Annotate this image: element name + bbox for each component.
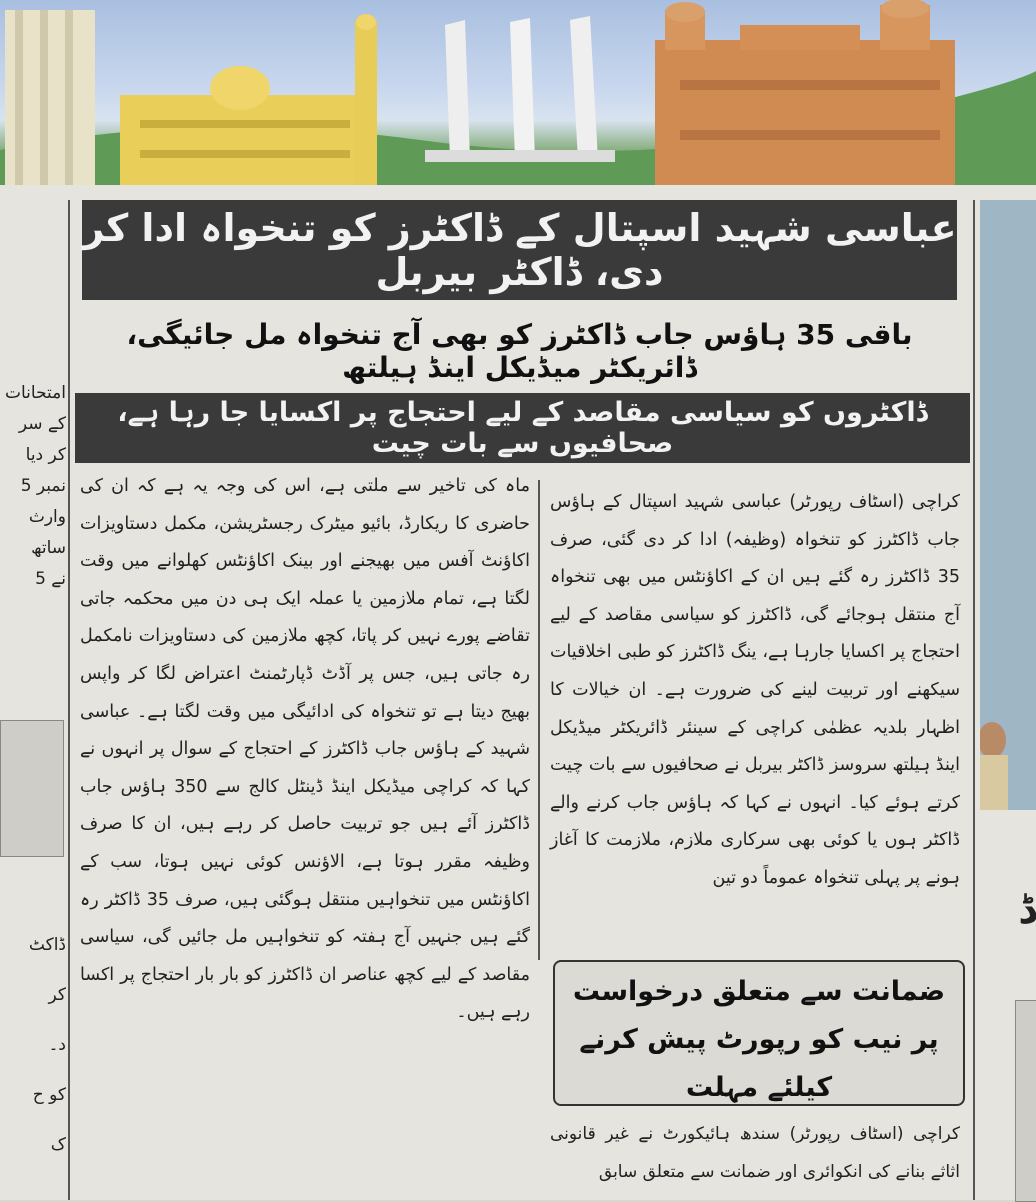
subheadline-text: باقی 35 ہاؤس جاب ڈاکٹرز کو بھی آج تنخواہ مل جائیگی، ڈائریکٹر میڈیکل اینڈ ہیلتھ <box>126 318 913 384</box>
box-story-text: کراچی (اسٹاف رپورٹر) سندھ ہائیکورٹ نے غیر قانونی اثاثے بنانے کی انکوائری اور ضمانت سے متعلق سابق <box>550 1124 960 1182</box>
right-edge-photo <box>980 200 1036 810</box>
boxed-headline <box>553 960 965 1106</box>
left-edge-image <box>0 720 64 857</box>
left-edge-column <box>0 378 66 718</box>
monument-icon <box>425 16 615 162</box>
header-banner-image <box>0 0 1036 200</box>
mosque-icon <box>120 14 377 190</box>
article-text-left: ماہ کی تاخیر سے ملتی ہے، اس کی وجہ یہ ہے کہ ان کی حاضری کا ریکارڈ، بائیو میٹرک رجسٹریشن، مکمل دستاویزات اکاؤنٹ آفس میں بھیجنے اور بینک اکاؤنٹس کھلوانے میں وقت لگتا ہے، تمام ملازمین یا عملہ ایک ہی دن میں محکمہ جاتی تقاضے پورے نہیں کر پاتا، کچھ ملازمین کی دستاویزات نامکمل رہ جاتی ہیں، جس پر آڈٹ ڈپارٹمنٹ اعتراض لگا کر واپس بھیج دیتا ہے تو تنخواہ کی ادائیگی میں وقت لگتا ہے۔ عباسی شہید کے ہاؤس جاب ڈاکٹرز کے احتجاج کے سوال پر انہوں نے کہا کہ کراچی میڈیکل اینڈ ڈینٹل کالج سے 350 ہاؤس جاب ڈاکٹرز آئے ہیں جو تربیت حاصل کر رہے ہیں، ان کا صرف وظیفہ مقرر ہوتا ہے، الاؤنس کوئی نہیں ہوتا، سب کے اکاؤنٹس میں تنخواہیں منتقل ہوگئی ہیں، صرف 35 ڈاکٹر رہ گئے ہیں جنہیں آج ہفتہ کو تنخواہیں مل جائیں گی، سیاسی مقاصد کے لیے کچھ عناصر ان ڈاکٹرز کو بار بار احتجاج پر اکسا رہے ہیں۔ <box>80 476 530 1023</box>
column-rule-middle <box>538 480 540 960</box>
left-edge-line: ڈاکٹ <box>28 935 66 955</box>
article-column-right <box>550 484 960 974</box>
column-rule-right <box>973 200 975 1200</box>
left-edge-line: ک <box>50 1135 66 1155</box>
palace-icon <box>655 0 955 190</box>
main-headline <box>82 200 957 300</box>
tower-icon <box>5 10 95 185</box>
left-edge-line: کو ح <box>32 1085 66 1105</box>
article-column-left <box>80 468 530 1188</box>
right-edge-fragment <box>980 880 1036 940</box>
second-headline <box>75 393 970 463</box>
box-story-column <box>550 1115 960 1200</box>
left-edge-line: کر دیا <box>25 445 66 465</box>
skyline-illustration <box>0 0 1036 200</box>
column-rule-left <box>68 200 70 1200</box>
left-edge-line: وارث <box>28 507 66 527</box>
left-edge-line: امتحانات <box>4 383 66 403</box>
main-headline-text: عباسی شہید اسپتال کے ڈاکٹرز کو تنخواہ ادا کر دی، ڈاکٹر بیربل <box>82 206 957 294</box>
left-edge-line: نمبر 5 <box>20 476 66 496</box>
right-edge-column <box>1015 1000 1036 1202</box>
left-edge-line: ساتھ <box>31 538 66 558</box>
right-edge-text: ڈ <box>1018 887 1036 933</box>
left-edge-line: د۔ <box>48 1035 66 1055</box>
article-text-right: کراچی (اسٹاف رپورٹر) عباسی شہید اسپتال کے ہاؤس جاب ڈاکٹرز کو تنخواہ (وظیفہ) ادا کر دی گئی، صرف 35 ڈاکٹرز رہ گئے ہیں ان کے اکاؤنٹس میں بھی تنخواہ آج منتقل ہوجائے گی، ڈاکٹرز کو سیاسی مقاصد کے لیے احتجاج پر اکسایا جارہا ہے، ینگ ڈاکٹرز کو طبی اخلاقیات سیکھنے اور تربیت لینے کی ضرورت ہے۔ ان خیالات کا اظہار بلدیہ عظمٰی کراچی کے سینئر ڈائریکٹر میڈیکل اینڈ ہیلتھ سروسز ڈاکٹر بیربل نے صحافیوں سے بات چیت کرتے ہوئے کیا۔ انہوں نے کہا کہ ہاؤس جاب کرنے والے ڈاکٹر ہوں یا کوئی بھی سرکاری ملازم، ملازمت کا آغاز ہونے پر پہلی تنخواہ عموماً دو تین <box>550 492 960 888</box>
second-headline-text: ڈاکٹروں کو سیاسی مقاصد کے لیے احتجاج پر اکسایا جا رہا ہے، صحافیوں سے بات چیت <box>117 397 928 459</box>
left-edge-line: کے سر <box>18 414 66 434</box>
left-edge-line: نے 5 <box>35 569 66 589</box>
boxed-headline-text: ضمانت سے متعلق درخواست پر نیب کو رپورٹ پیش کرنے کیلئے مہلت <box>572 976 946 1103</box>
left-edge-line: کر <box>48 985 66 1005</box>
person-photo-icon <box>980 200 1036 810</box>
left-edge-column-lower <box>0 920 66 1190</box>
subheadline <box>82 320 957 382</box>
